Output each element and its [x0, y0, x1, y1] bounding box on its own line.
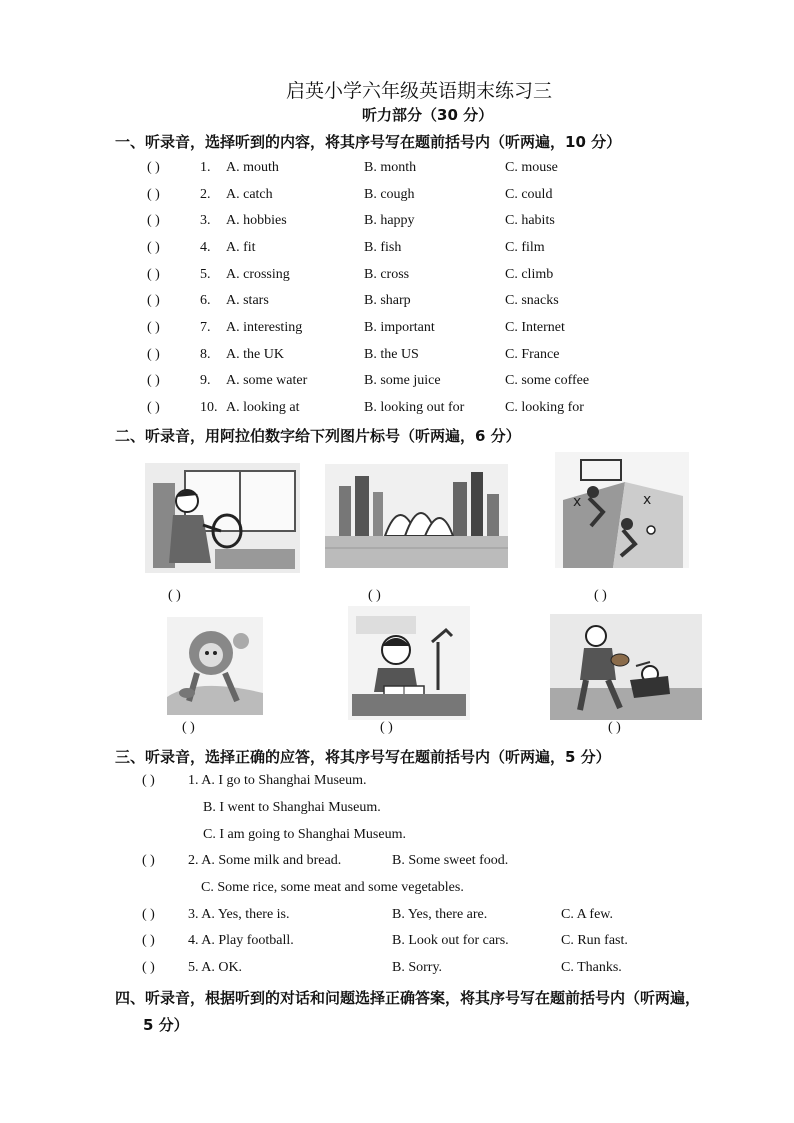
picture-3-answer-paren: ( )	[594, 588, 607, 603]
boy-reading-picture	[348, 606, 470, 720]
s3-q1-option-a: 1. A. I go to Shanghai Museum.	[188, 773, 367, 788]
s3-q4-option-b: B. Look out for cars.	[392, 933, 509, 948]
rugby-player-picture	[550, 614, 702, 720]
s3-q4-option-a: 4. A. Play football.	[188, 933, 294, 948]
s3-q1-paren: ( )	[142, 773, 155, 788]
listening-part-subtitle: 听力部分（30 分）	[362, 106, 494, 124]
picture-5-answer-paren: ( )	[380, 720, 393, 735]
picture-4-answer-paren: ( )	[182, 720, 195, 735]
s3-q1-option-c: C. I am going to Shanghai Museum.	[203, 827, 406, 842]
picture-6-answer-paren: ( )	[608, 720, 621, 735]
s1-q-paren: ( )	[147, 187, 160, 202]
picture-1-answer-paren: ( )	[168, 588, 181, 603]
s3-q2-option-a: 2. A. Some milk and bread.	[188, 853, 342, 868]
s1-q-number: 7.	[200, 320, 211, 335]
s3-q3-option-a: 3. A. Yes, there is.	[188, 907, 290, 922]
s1-option-a: A. stars	[226, 293, 269, 308]
s1-option-c: C. habits	[505, 213, 555, 228]
s1-q-paren: ( )	[147, 320, 160, 335]
s3-q4-paren: ( )	[142, 933, 155, 948]
football-players-picture	[555, 452, 689, 568]
s3-q3-option-b: B. Yes, there are.	[392, 907, 488, 922]
section-4-heading-continued: 5 分）	[143, 1016, 189, 1034]
s3-q2-option-c: C. Some rice, some meat and some vegetables.	[201, 880, 464, 895]
s3-q5-paren: ( )	[142, 960, 155, 975]
lion-and-mouse-picture	[167, 617, 263, 715]
s1-q-paren: ( )	[147, 293, 160, 308]
s1-option-c: C. some coffee	[505, 373, 590, 388]
s1-option-b: B. sharp	[364, 293, 411, 308]
s1-option-c: C. looking for	[505, 400, 584, 415]
s1-option-b: B. happy	[364, 213, 415, 228]
svg-text:x: x	[573, 494, 582, 510]
s1-option-b: B. the US	[364, 347, 419, 362]
s1-option-b: B. cross	[364, 267, 410, 282]
s1-option-c: C. Internet	[505, 320, 565, 335]
s1-option-a: A. mouth	[226, 160, 279, 175]
s1-option-c: C. climb	[505, 267, 554, 282]
s3-q3-option-c: C. A few.	[561, 907, 613, 922]
s1-q-number: 2.	[200, 187, 211, 202]
s1-option-a: A. catch	[226, 187, 273, 202]
bus-driver-picture	[145, 463, 300, 573]
s1-q-number: 8.	[200, 347, 211, 362]
s1-option-c: C. mouse	[505, 160, 558, 175]
s1-q-paren: ( )	[147, 267, 160, 282]
s3-q2-paren: ( )	[142, 853, 155, 868]
s3-q3-paren: ( )	[142, 907, 155, 922]
section-4-heading: 四、听录音，根据听到的对话和问题选择正确答案，将其序号写在题前括号内（听两遍，	[115, 989, 701, 1007]
s1-q-paren: ( )	[147, 160, 160, 175]
s3-q4-option-c: C. Run fast.	[561, 933, 628, 948]
s1-q-number: 1.	[200, 160, 211, 175]
s1-option-a: A. fit	[226, 240, 256, 255]
s1-option-a: A. hobbies	[226, 213, 287, 228]
s3-q5-option-a: 5. A. OK.	[188, 960, 243, 975]
s1-q-number: 5.	[200, 267, 211, 282]
s1-option-a: A. looking at	[226, 400, 300, 415]
s1-option-b: B. important	[364, 320, 435, 335]
s1-q-paren: ( )	[147, 213, 160, 228]
s1-option-c: C. snacks	[505, 293, 559, 308]
s1-q-number: 4.	[200, 240, 211, 255]
s1-option-a: A. crossing	[226, 267, 290, 282]
s1-q-paren: ( )	[147, 400, 160, 415]
section-3-heading: 三、听录音，选择正确的应答，将其序号写在题前括号内（听两遍，5 分）	[115, 748, 611, 766]
s1-q-paren: ( )	[147, 240, 160, 255]
svg-text:x: x	[643, 492, 652, 508]
s3-q1-option-b: B. I went to Shanghai Museum.	[203, 800, 381, 815]
s1-q-number: 3.	[200, 213, 211, 228]
s1-option-a: A. the UK	[226, 347, 284, 362]
s1-option-b: B. month	[364, 160, 417, 175]
s1-q-paren: ( )	[147, 347, 160, 362]
s1-q-paren: ( )	[147, 373, 160, 388]
picture-2-answer-paren: ( )	[368, 588, 381, 603]
s1-q-number: 6.	[200, 293, 211, 308]
s1-q-number: 9.	[200, 373, 211, 388]
s1-option-b: B. cough	[364, 187, 415, 202]
s1-q-number: 10.	[200, 400, 218, 415]
sydney-opera-house-picture	[325, 464, 508, 568]
section-1-heading: 一、听录音，选择听到的内容，将其序号写在题前括号内（听两遍，10 分）	[115, 133, 622, 151]
s3-q2-option-b: B. Some sweet food.	[392, 853, 509, 868]
page-title: 启英小学六年级英语期末练习三	[286, 81, 553, 102]
s1-option-b: B. some juice	[364, 373, 441, 388]
s1-option-a: A. interesting	[226, 320, 303, 335]
s1-option-b: B. fish	[364, 240, 402, 255]
s1-option-c: C. France	[505, 347, 560, 362]
section-2-heading: 二、听录音，用阿拉伯数字给下列图片标号（听两遍，6 分）	[115, 427, 521, 445]
s1-option-c: C. could	[505, 187, 553, 202]
s1-option-a: A. some water	[226, 373, 308, 388]
s1-option-b: B. looking out for	[364, 400, 465, 415]
s3-q5-option-c: C. Thanks.	[561, 960, 622, 975]
s3-q5-option-b: B. Sorry.	[392, 960, 443, 975]
s1-option-c: C. film	[505, 240, 545, 255]
